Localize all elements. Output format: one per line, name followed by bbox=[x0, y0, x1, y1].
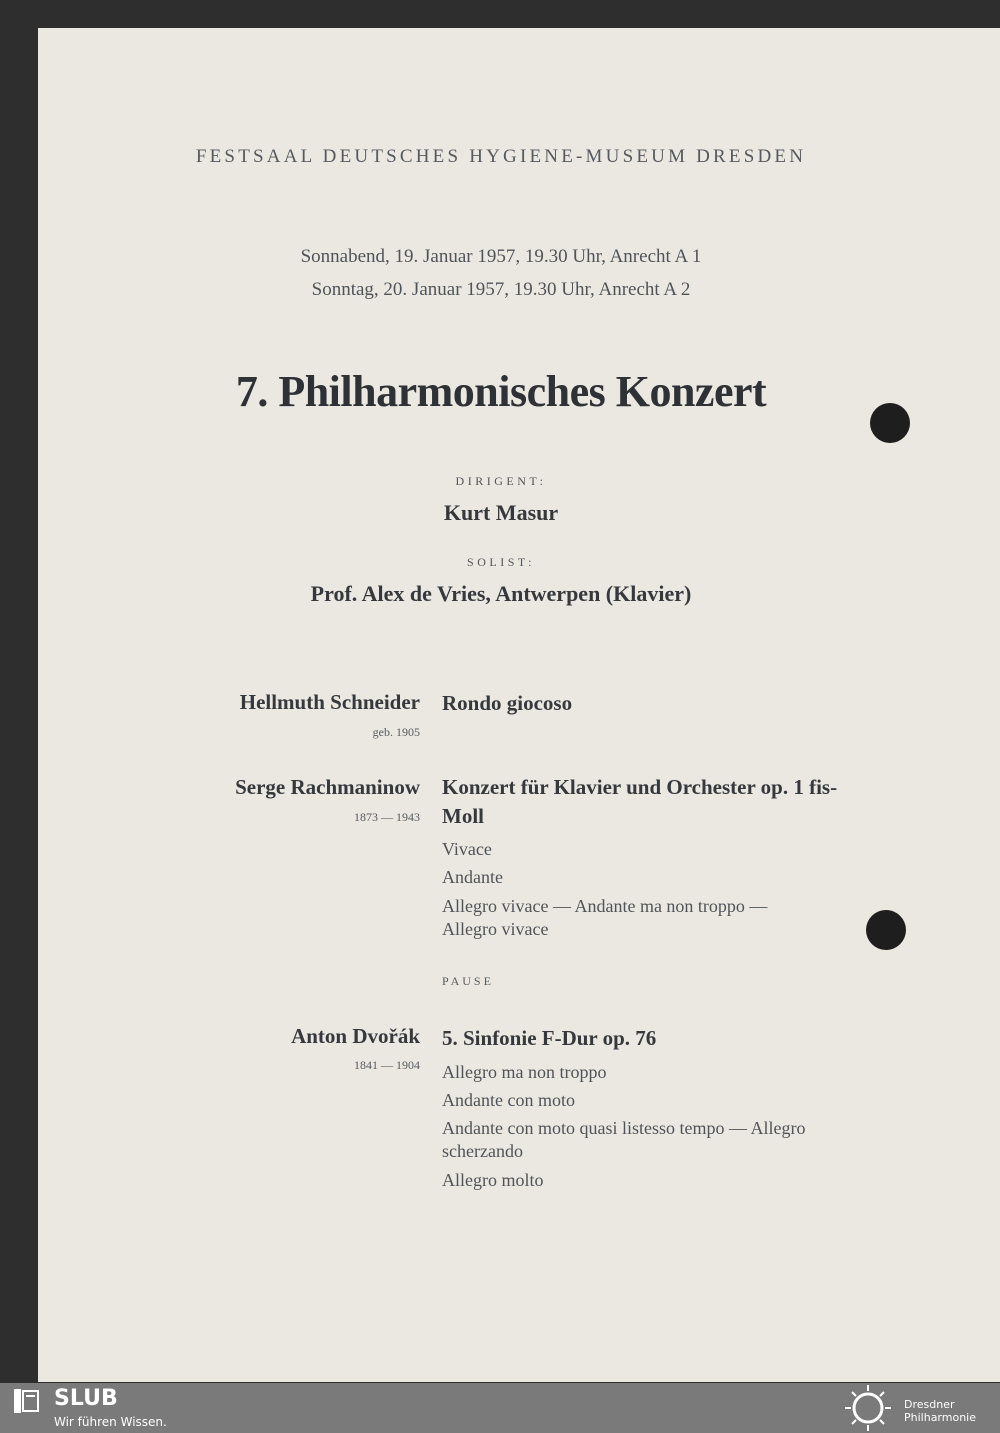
composer-life-dates: geb. 1905 bbox=[372, 725, 420, 739]
concert-title: 7. Philharmonisches Konzert bbox=[235, 367, 767, 416]
punch-hole bbox=[870, 403, 910, 443]
date-line: Sonnabend, 19. Januar 1957, 19.30 Uhr, Anrecht A 1 bbox=[300, 246, 702, 267]
book-icon bbox=[12, 1387, 40, 1415]
movement: Andante con moto quasi listesso tempo — Allegro scherzando bbox=[442, 1118, 806, 1161]
movement: Andante con moto bbox=[442, 1090, 575, 1110]
orchestra-name-line: Dresdner bbox=[904, 1398, 955, 1411]
soloist-label: SOLIST: bbox=[467, 555, 535, 569]
composer-life-dates: 1841 — 1904 bbox=[354, 1058, 420, 1072]
date-line: Sonntag, 20. Januar 1957, 19.30 Uhr, Anrecht A 2 bbox=[311, 279, 691, 300]
work-title: Konzert für Klavier und Orchester op. 1 fis-Moll bbox=[442, 775, 838, 828]
composer-life-dates: 1873 — 1943 bbox=[354, 810, 420, 824]
movement: Allegro molto bbox=[442, 1170, 544, 1190]
venue-heading: FESTSAAL DEUTSCHES HYGIENE-MUSEUM DRESDEN bbox=[195, 146, 807, 167]
movement: Andante bbox=[442, 867, 503, 887]
orchestra-name[interactable] bbox=[904, 1398, 976, 1424]
composer-name: Serge Rachmaninow bbox=[235, 775, 420, 799]
movement: Allegro vivace — Andante ma non troppo — Allegro vivace bbox=[442, 896, 768, 939]
conductor-label: DIRIGENT: bbox=[455, 474, 547, 488]
punch-hole bbox=[866, 910, 906, 950]
composer-name: Hellmuth Schneider bbox=[239, 690, 420, 714]
orchestra-name-line: Philharmonie bbox=[904, 1411, 976, 1424]
movement: Allegro ma non troppo bbox=[442, 1062, 607, 1082]
work-title: 5. Sinfonie F-Dur op. 76 bbox=[442, 1026, 657, 1050]
composer-name: Anton Dvořák bbox=[291, 1024, 420, 1048]
program-sheet bbox=[38, 28, 1000, 1382]
movement: Vivace bbox=[442, 839, 492, 859]
pause-label: PAUSE bbox=[442, 974, 494, 988]
conductor-name: Kurt Masur bbox=[443, 500, 559, 525]
work-title: Rondo giocoso bbox=[442, 691, 573, 715]
library-tagline: Wir führen Wissen. bbox=[54, 1415, 167, 1429]
concert-dates bbox=[38, 240, 964, 306]
soloist-name: Prof. Alex de Vries, Antwerpen (Klavier) bbox=[310, 581, 692, 606]
library-name[interactable]: SLUB bbox=[54, 1386, 118, 1411]
sunburst-icon bbox=[842, 1384, 894, 1432]
